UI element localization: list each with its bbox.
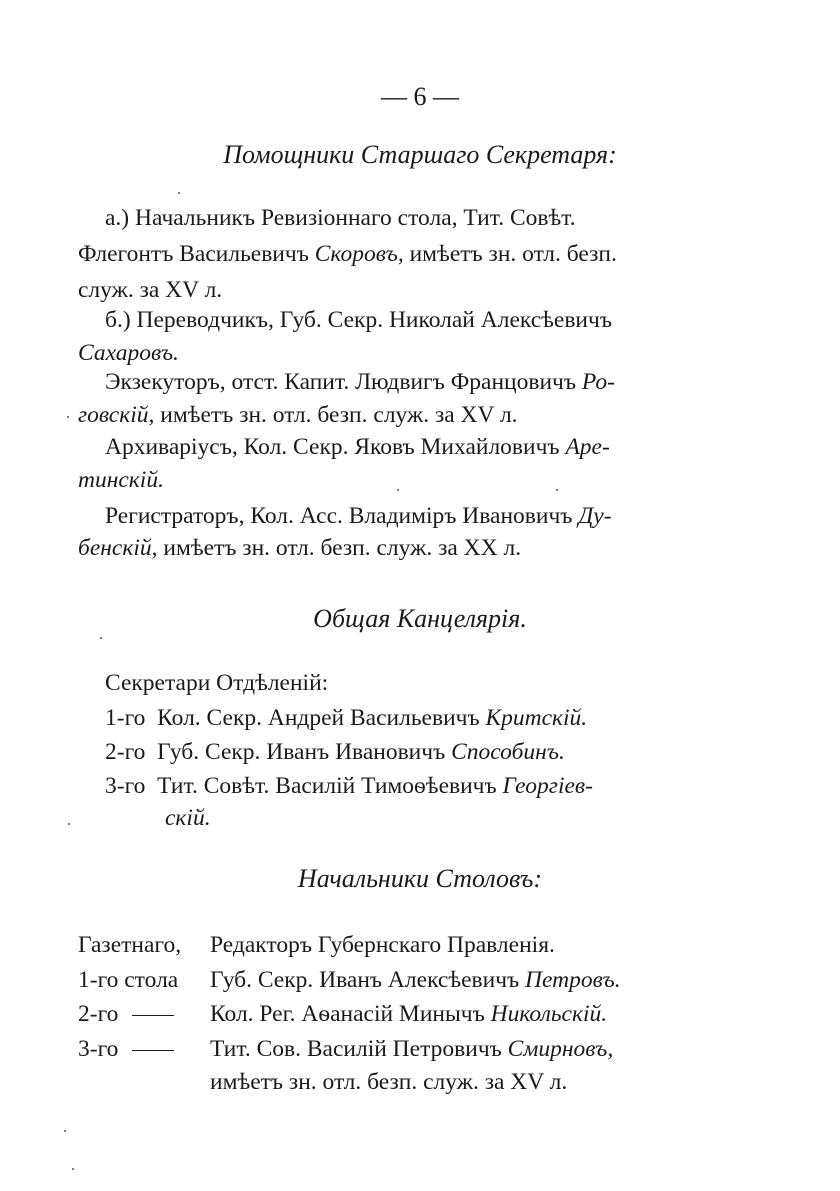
entry-line: а.) Начальникъ Ревизіоннаго стола, Тит. Совѣт. [105,205,576,231]
paper-speck [67,416,69,418]
entry-line: Экзекуторъ, отст. Капит. Людвигъ Францовичъ Ро- [105,369,615,395]
entry-line: Сахаровъ. [78,340,179,366]
paper-speck [556,489,558,491]
table-row: Тит. Сов. Василій Петровичъ Смирновъ, [210,1036,614,1062]
secretary-row: 2-го Губ. Секр. Иванъ Ивановичъ Способинъ. [105,739,565,765]
table-label: Газетнаго, [78,932,182,958]
entry-line: Архиваріусъ, Кол. Секр. Яковъ Михайловичъ Аре- [105,434,610,460]
entry-line: тинскій. [78,467,164,493]
secretary-row: 1-го Кол. Секр. Андрей Васильевичъ Критскій. [105,705,588,731]
entry-line: служ. за XV л. [78,277,223,303]
secretary-row-continuation: скій. [165,805,211,831]
paper-speck [72,1168,74,1170]
ditto-dash [132,1015,174,1016]
secretary-row: 3-го Тит. Совѣт. Василій Тимоѳѣевичъ Георгіев- [105,773,593,799]
paper-speck [100,637,102,639]
paper-speck [178,192,180,194]
table-row: Кол. Рег. Аѳанасій Минычъ Никольскій. [210,1001,608,1027]
table-row-continuation: имѣетъ зн. отл. безп. служ. за XV л. [210,1069,568,1095]
entry-line: б.) Переводчикъ, Губ. Секр. Николай Алексѣевичъ [105,307,612,333]
secretaries-intro: Секретари Отдѣленій: [105,670,329,696]
table-row: Редакторъ Губернскаго Правленія. [210,932,555,958]
paper-speck [68,823,70,825]
ditto-dash [132,1050,174,1051]
entry-line: говскій, имѣетъ зн. отл. безп. служ. за XV л. [78,402,518,428]
paper-speck [397,489,399,491]
entry-line: Регистраторъ, Кол. Асс. Владиміръ Ивановичъ Ду- [105,503,612,529]
entry-line: бенскій, имѣетъ зн. отл. безп. служ. за XX л. [78,535,522,561]
entry-line: Флегонтъ Васильевичъ Скоровъ, имѣетъ зн. отл. безп. [78,241,617,267]
table-row: Губ. Секр. Иванъ Алексѣевичъ Петровъ. [210,967,621,993]
section-title-assistants: Помощники Старшаго Секретаря: [223,140,617,169]
page-number: — 6 — [381,82,459,111]
paper-speck [64,1130,66,1132]
section-title-heads: Начальники Столовъ: [297,864,543,893]
table-label: 3-го [78,1036,174,1063]
table-label: 2-го [78,1001,174,1028]
table-label: 1-го стола [78,967,179,993]
section-title-chancellery: Общая Канцелярія. [313,604,527,633]
